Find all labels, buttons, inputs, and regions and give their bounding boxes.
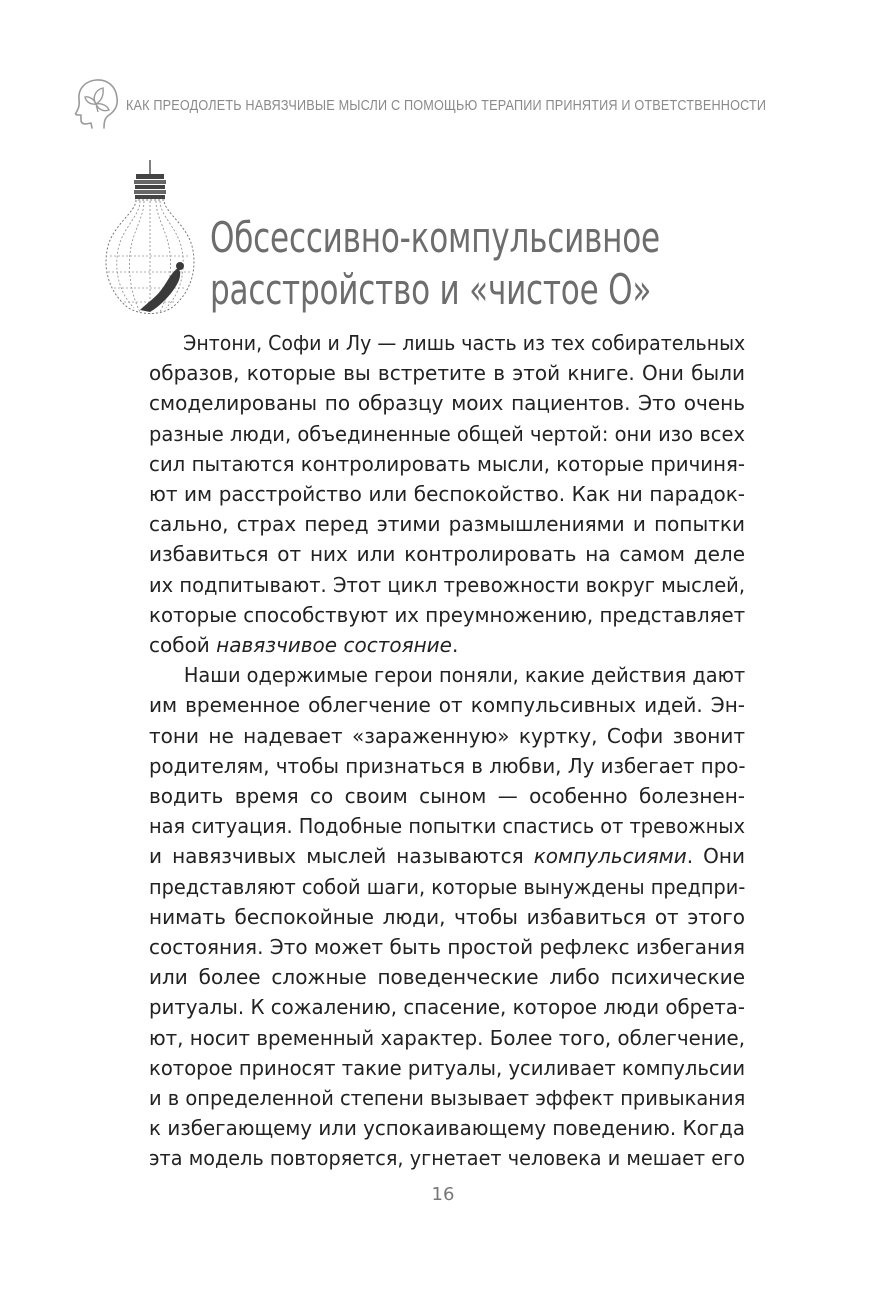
text-line: сил пытаются контролировать мысли, которые причиня- — [149, 451, 745, 476]
text-line: их подпитывают. Этот цикл тревожности вокруг мыслей, — [149, 572, 745, 597]
paragraph-2 — [149, 660, 745, 1173]
text-line: водить время со своим сыном — особенно болезнен- — [149, 784, 745, 809]
italic-term: компульсиями — [533, 844, 687, 869]
running-head — [74, 74, 794, 134]
text-line — [149, 841, 745, 871]
text-line: Энтони, Софи и Лу — лишь часть из тех собирательных — [183, 331, 746, 355]
text-line: ритуалы. К сожалению, спасение, которое люди обрета- — [149, 995, 745, 1020]
text-line: Наши одержимые герои поняли, какие действия дают — [183, 663, 746, 688]
text-line — [149, 630, 745, 660]
text-run: . Они — [686, 844, 745, 869]
text-line: и в определенной степени вызывает эффект привыкания — [149, 1086, 746, 1111]
text-line: избавиться от них или контролировать на самом деле — [149, 542, 745, 567]
text-line: которые способствуют их преумножению, представляет — [149, 602, 746, 627]
text-run: . — [451, 633, 459, 658]
text-line: ют, носит временный характер. Более того, облегчение, — [149, 1025, 745, 1050]
text-line: представляют собой шаги, которые вынуждены предпри- — [149, 874, 746, 899]
page-number: 16 — [431, 1184, 455, 1205]
text-line: ют им расстройство или беспокойство. Как ни парадок- — [149, 482, 745, 507]
text-line: состояния. Это может быть простой рефлекс избегания — [149, 935, 745, 960]
head-profile-icon — [74, 74, 122, 132]
text-line: тони не надевает «зараженную» куртку, Софи звонит — [149, 723, 745, 748]
text-line: сально, страх перед этими размышлениями и попытки — [149, 512, 745, 537]
text-line: ная ситуация. Подобные попытки спастись от тревожных — [149, 814, 746, 839]
text-run: собой — [149, 633, 217, 658]
text-line: образов, которые вы встретите в этой книге. Они были — [149, 361, 745, 386]
text-line: которое приносят такие ритуалы, усиливает компульсии — [149, 1055, 746, 1080]
text-line: эта модель повторяется, угнетает человека и мешает его — [149, 1146, 745, 1171]
italic-term: навязчивое состояние — [216, 633, 452, 658]
running-head-title: КАК ПРЕОДОЛЕТЬ НАВЯЗЧИВЫЕ МЫСЛИ С ПОМОЩЬЮ ТЕРАПИИ ПРИНЯТИЯ И ОТВЕТСТВЕННОСТИ — [126, 98, 767, 114]
text-line: нимать беспокойные люди, чтобы избавиться от этого — [149, 904, 745, 929]
chapter-title-line-2: расстройство и «чистое О» — [210, 265, 652, 314]
text-line: или более сложные поведенческие либо психические — [149, 965, 745, 990]
text-line: разные люди, объединенные общей чертой: они изо всех — [149, 421, 745, 446]
chapter-title-line-1: Обсессивно-компульсивное — [210, 213, 660, 262]
paragraph-1 — [149, 328, 745, 660]
text-line: к избегающему или успокаивающему поведению. Когда — [149, 1116, 745, 1141]
text-line: родителям, чтобы признаться в любви, Лу избегает про- — [149, 753, 746, 778]
text-run: и навязчивых мыслей называются — [149, 844, 534, 869]
chapter-title — [210, 212, 660, 316]
text-line: им временное облегчение от компульсивных идей. Эн- — [149, 693, 745, 718]
text-line: смоделированы по образцу моих пациентов. Это очень — [149, 391, 745, 416]
lightbulb-illustration — [96, 160, 204, 318]
body-text — [149, 328, 745, 1174]
